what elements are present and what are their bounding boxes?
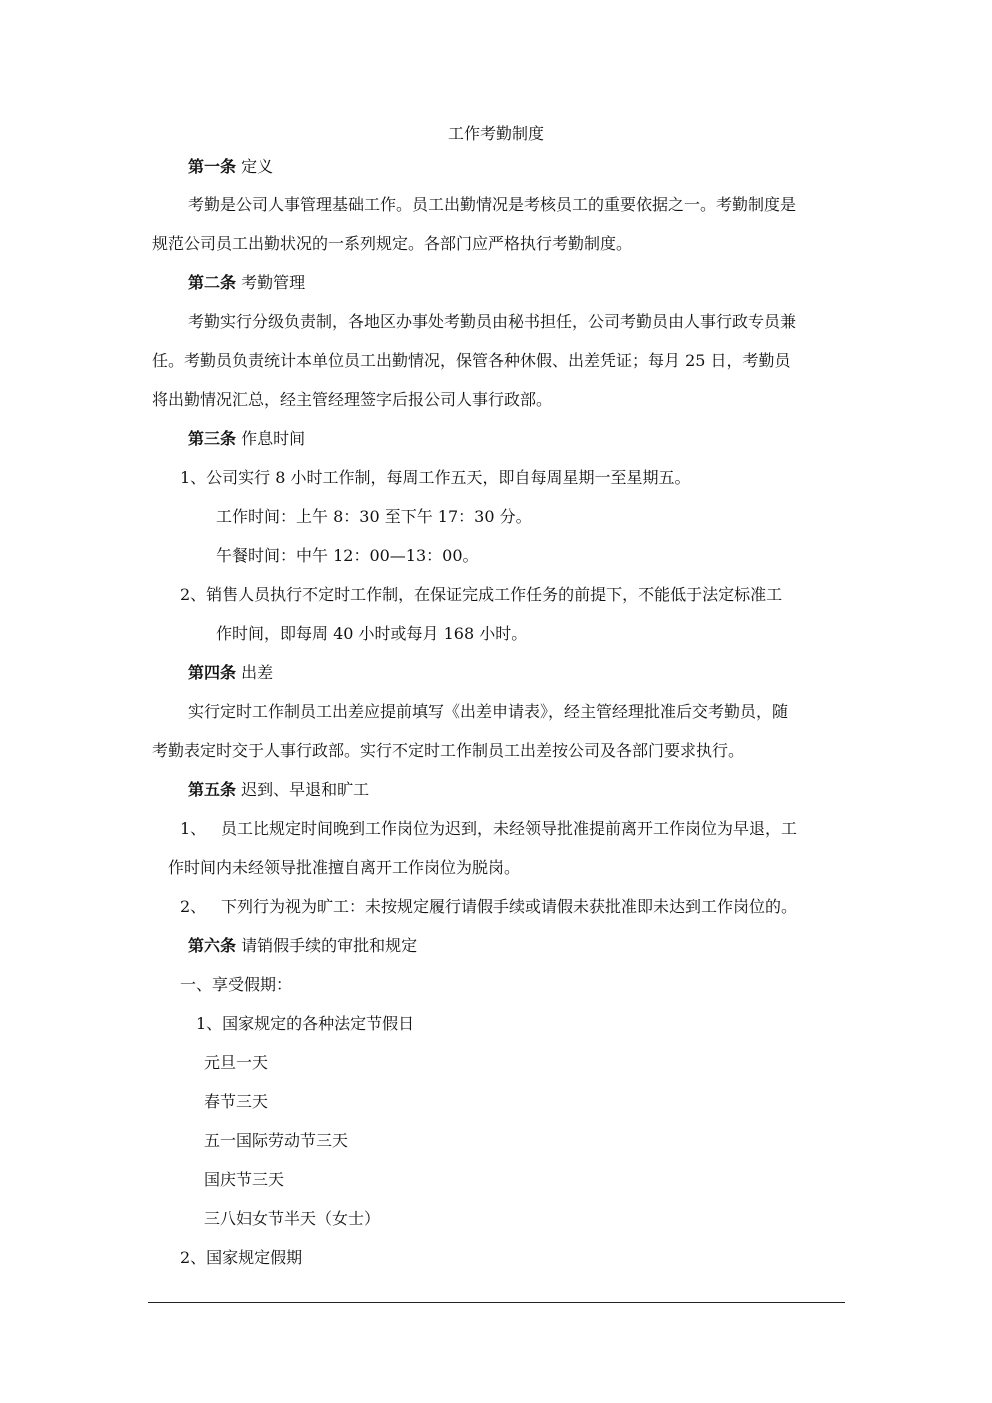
paragraph-line: 考勤是公司人事管理基础工作。员工出勤情况是考核员工的重要依据之一。考勤制度是 bbox=[188, 195, 797, 214]
paragraph-line: 考勤实行分级负责制，各地区办事处考勤员由秘书担任，公司考勤员由人事行政专员兼 bbox=[188, 312, 797, 331]
article-4-heading bbox=[188, 663, 273, 683]
paragraph-line: 实行定时工作制员工出差应提前填写《出差申请表》，经主管经理批准后交考勤员，随 bbox=[188, 702, 789, 721]
work-hours-line: 工作时间：上午 8：30 至下午 17：30 分。 bbox=[216, 507, 532, 526]
paragraph-line: 将出勤情况汇总，经主管经理签字后报公司人事行政部。 bbox=[152, 390, 553, 409]
list-number: 2、 bbox=[180, 897, 207, 916]
holiday-item: 元旦一天 bbox=[204, 1053, 269, 1072]
article-3-heading bbox=[188, 429, 305, 449]
holiday-item: 春节三天 bbox=[204, 1092, 269, 1111]
list-item: 1、国家规定的各种法定节假日 bbox=[196, 1014, 415, 1033]
list-item-continuation: 作时间内未经领导批准擅自离开工作岗位为脱岗。 bbox=[168, 858, 521, 877]
list-item: 2、销售人员执行不定时工作制，在保证完成工作任务的前提下，不能低于法定标准工 bbox=[180, 585, 783, 604]
list-item: 1、公司实行 8 小时工作制，每周工作五天，即自每周星期一至星期五。 bbox=[180, 468, 691, 487]
list-item: 员工比规定时间晚到工作岗位为迟到，未经领导批准提前离开工作岗位为早退，工 bbox=[221, 819, 798, 838]
article-5-heading bbox=[188, 780, 369, 800]
article-number: 第四条 bbox=[188, 663, 237, 682]
article-number: 第五条 bbox=[188, 780, 237, 799]
paragraph-line: 规范公司员工出勤状况的一系列规定。各部门应严格执行考勤制度。 bbox=[152, 234, 633, 253]
article-number: 第一条 bbox=[188, 157, 237, 176]
holiday-item: 五一国际劳动节三天 bbox=[204, 1131, 349, 1150]
list-item: 下列行为视为旷工：未按规定履行请假手续或请假未获批准即未达到工作岗位的。 bbox=[221, 897, 798, 916]
paragraph-line: 任。考勤员负责统计本单位员工出勤情况，保管各种休假、出差凭证；每月 25 日，考勤员 bbox=[152, 351, 791, 370]
holiday-item: 国庆节三天 bbox=[204, 1170, 285, 1189]
article-name: 请销假手续的审批和规定 bbox=[241, 936, 418, 955]
list-number: 1、 bbox=[180, 819, 207, 838]
lunch-hours-line: 午餐时间：中午 12：00—13：00。 bbox=[216, 546, 479, 565]
list-item: 2、国家规定假期 bbox=[180, 1248, 303, 1267]
article-6-heading bbox=[188, 936, 417, 956]
section-heading: 一、享受假期： bbox=[180, 975, 293, 994]
article-name: 考勤管理 bbox=[241, 273, 306, 292]
article-number: 第三条 bbox=[188, 429, 237, 448]
article-name: 出差 bbox=[241, 663, 274, 682]
list-item-continuation: 作时间，即每周 40 小时或每月 168 小时。 bbox=[216, 624, 528, 643]
article-name: 定义 bbox=[241, 157, 274, 176]
holiday-item: 三八妇女节半天（女士） bbox=[204, 1209, 381, 1228]
article-name: 迟到、早退和旷工 bbox=[241, 780, 370, 799]
article-2-heading bbox=[188, 273, 305, 293]
article-name: 作息时间 bbox=[241, 429, 306, 448]
article-number: 第六条 bbox=[188, 936, 237, 955]
article-1-heading bbox=[188, 157, 273, 177]
paragraph-line: 考勤表定时交于人事行政部。实行不定时工作制员工出差按公司及各部门要求执行。 bbox=[152, 741, 745, 760]
footer-divider bbox=[148, 1302, 845, 1303]
article-number: 第二条 bbox=[188, 273, 237, 292]
page-title: 工作考勤制度 bbox=[447, 124, 544, 143]
